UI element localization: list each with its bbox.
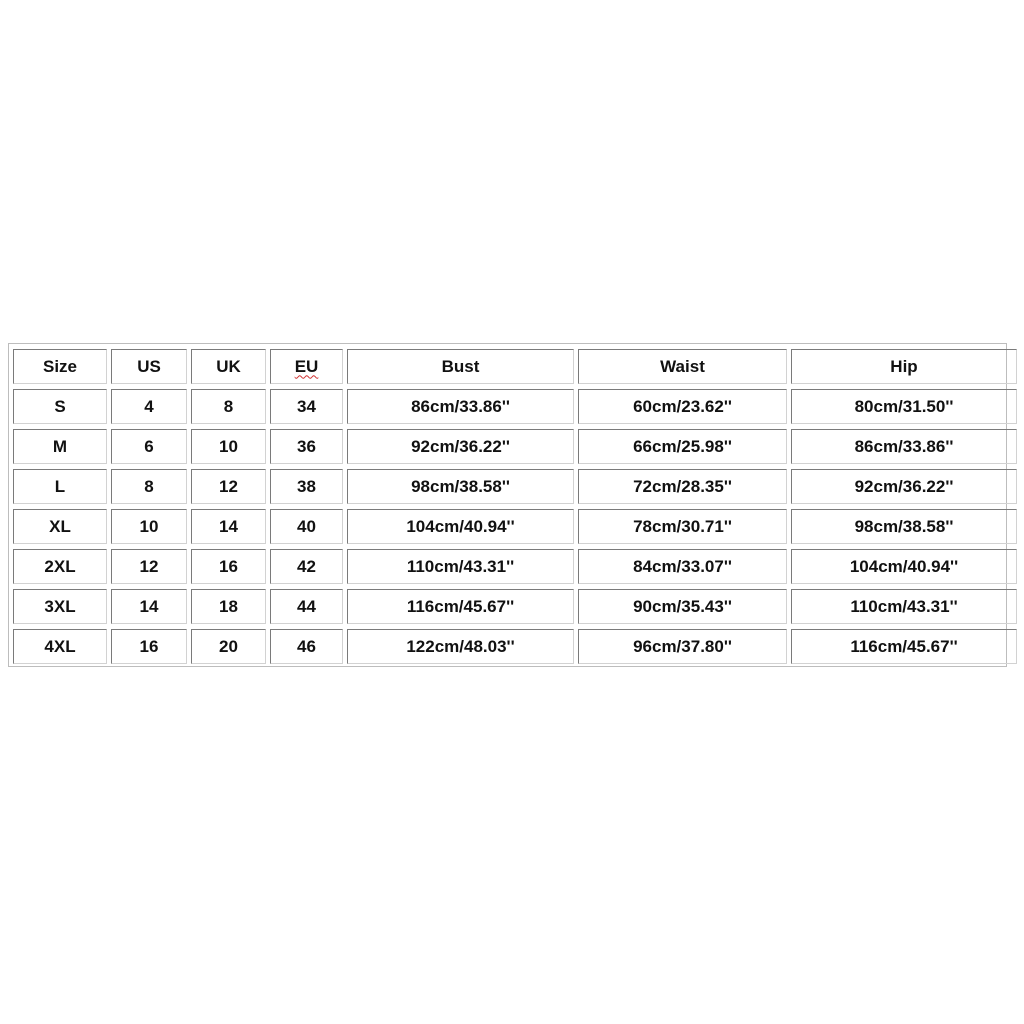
- cell-uk: 14: [191, 509, 266, 544]
- cell-hip: 80cm/31.50'': [791, 389, 1017, 424]
- cell-hip: 92cm/36.22'': [791, 469, 1017, 504]
- cell-eu: 40: [270, 509, 343, 544]
- size-chart: [8, 343, 1007, 667]
- cell-hip: 98cm/38.58'': [791, 509, 1017, 544]
- cell-bust: 92cm/36.22'': [347, 429, 574, 464]
- header-row: [13, 349, 1017, 384]
- cell-size: 2XL: [13, 549, 107, 584]
- size-chart-table: [9, 344, 1021, 669]
- cell-waist: 78cm/30.71'': [578, 509, 787, 544]
- cell-size: L: [13, 469, 107, 504]
- cell-bust: 122cm/48.03'': [347, 629, 574, 664]
- table-row: [13, 509, 1017, 544]
- cell-bust: 86cm/33.86'': [347, 389, 574, 424]
- cell-uk: 16: [191, 549, 266, 584]
- cell-eu: 42: [270, 549, 343, 584]
- cell-hip: 116cm/45.67'': [791, 629, 1017, 664]
- cell-waist: 96cm/37.80'': [578, 629, 787, 664]
- cell-size: S: [13, 389, 107, 424]
- cell-eu: 46: [270, 629, 343, 664]
- table-row: [13, 549, 1017, 584]
- cell-eu: 36: [270, 429, 343, 464]
- cell-us: 8: [111, 469, 187, 504]
- cell-eu: 34: [270, 389, 343, 424]
- header-cell-waist: Waist: [578, 349, 787, 384]
- cell-us: 16: [111, 629, 187, 664]
- cell-bust: 98cm/38.58'': [347, 469, 574, 504]
- cell-hip: 110cm/43.31'': [791, 589, 1017, 624]
- cell-eu: 44: [270, 589, 343, 624]
- cell-eu: 38: [270, 469, 343, 504]
- header-cell-size: Size: [13, 349, 107, 384]
- cell-size: 4XL: [13, 629, 107, 664]
- cell-us: 10: [111, 509, 187, 544]
- cell-bust: 110cm/43.31'': [347, 549, 574, 584]
- header-cell-eu: [270, 349, 343, 384]
- cell-uk: 12: [191, 469, 266, 504]
- cell-size: 3XL: [13, 589, 107, 624]
- table-row: [13, 389, 1017, 424]
- cell-uk: 8: [191, 389, 266, 424]
- cell-waist: 72cm/28.35'': [578, 469, 787, 504]
- cell-uk: 10: [191, 429, 266, 464]
- cell-uk: 18: [191, 589, 266, 624]
- cell-hip: 104cm/40.94'': [791, 549, 1017, 584]
- cell-bust: 104cm/40.94'': [347, 509, 574, 544]
- cell-size: XL: [13, 509, 107, 544]
- table-row: [13, 469, 1017, 504]
- header-cell-eu-label: EU: [294, 356, 319, 376]
- cell-us: 14: [111, 589, 187, 624]
- header-cell-uk: UK: [191, 349, 266, 384]
- cell-size: M: [13, 429, 107, 464]
- cell-us: 4: [111, 389, 187, 424]
- header-cell-us: US: [111, 349, 187, 384]
- table-row: [13, 629, 1017, 664]
- header-cell-hip: Hip: [791, 349, 1017, 384]
- header-cell-bust: Bust: [347, 349, 574, 384]
- cell-us: 12: [111, 549, 187, 584]
- cell-waist: 84cm/33.07'': [578, 549, 787, 584]
- cell-waist: 90cm/35.43'': [578, 589, 787, 624]
- cell-uk: 20: [191, 629, 266, 664]
- cell-waist: 60cm/23.62'': [578, 389, 787, 424]
- cell-waist: 66cm/25.98'': [578, 429, 787, 464]
- table-row: [13, 589, 1017, 624]
- cell-hip: 86cm/33.86'': [791, 429, 1017, 464]
- cell-us: 6: [111, 429, 187, 464]
- cell-bust: 116cm/45.67'': [347, 589, 574, 624]
- table-row: [13, 429, 1017, 464]
